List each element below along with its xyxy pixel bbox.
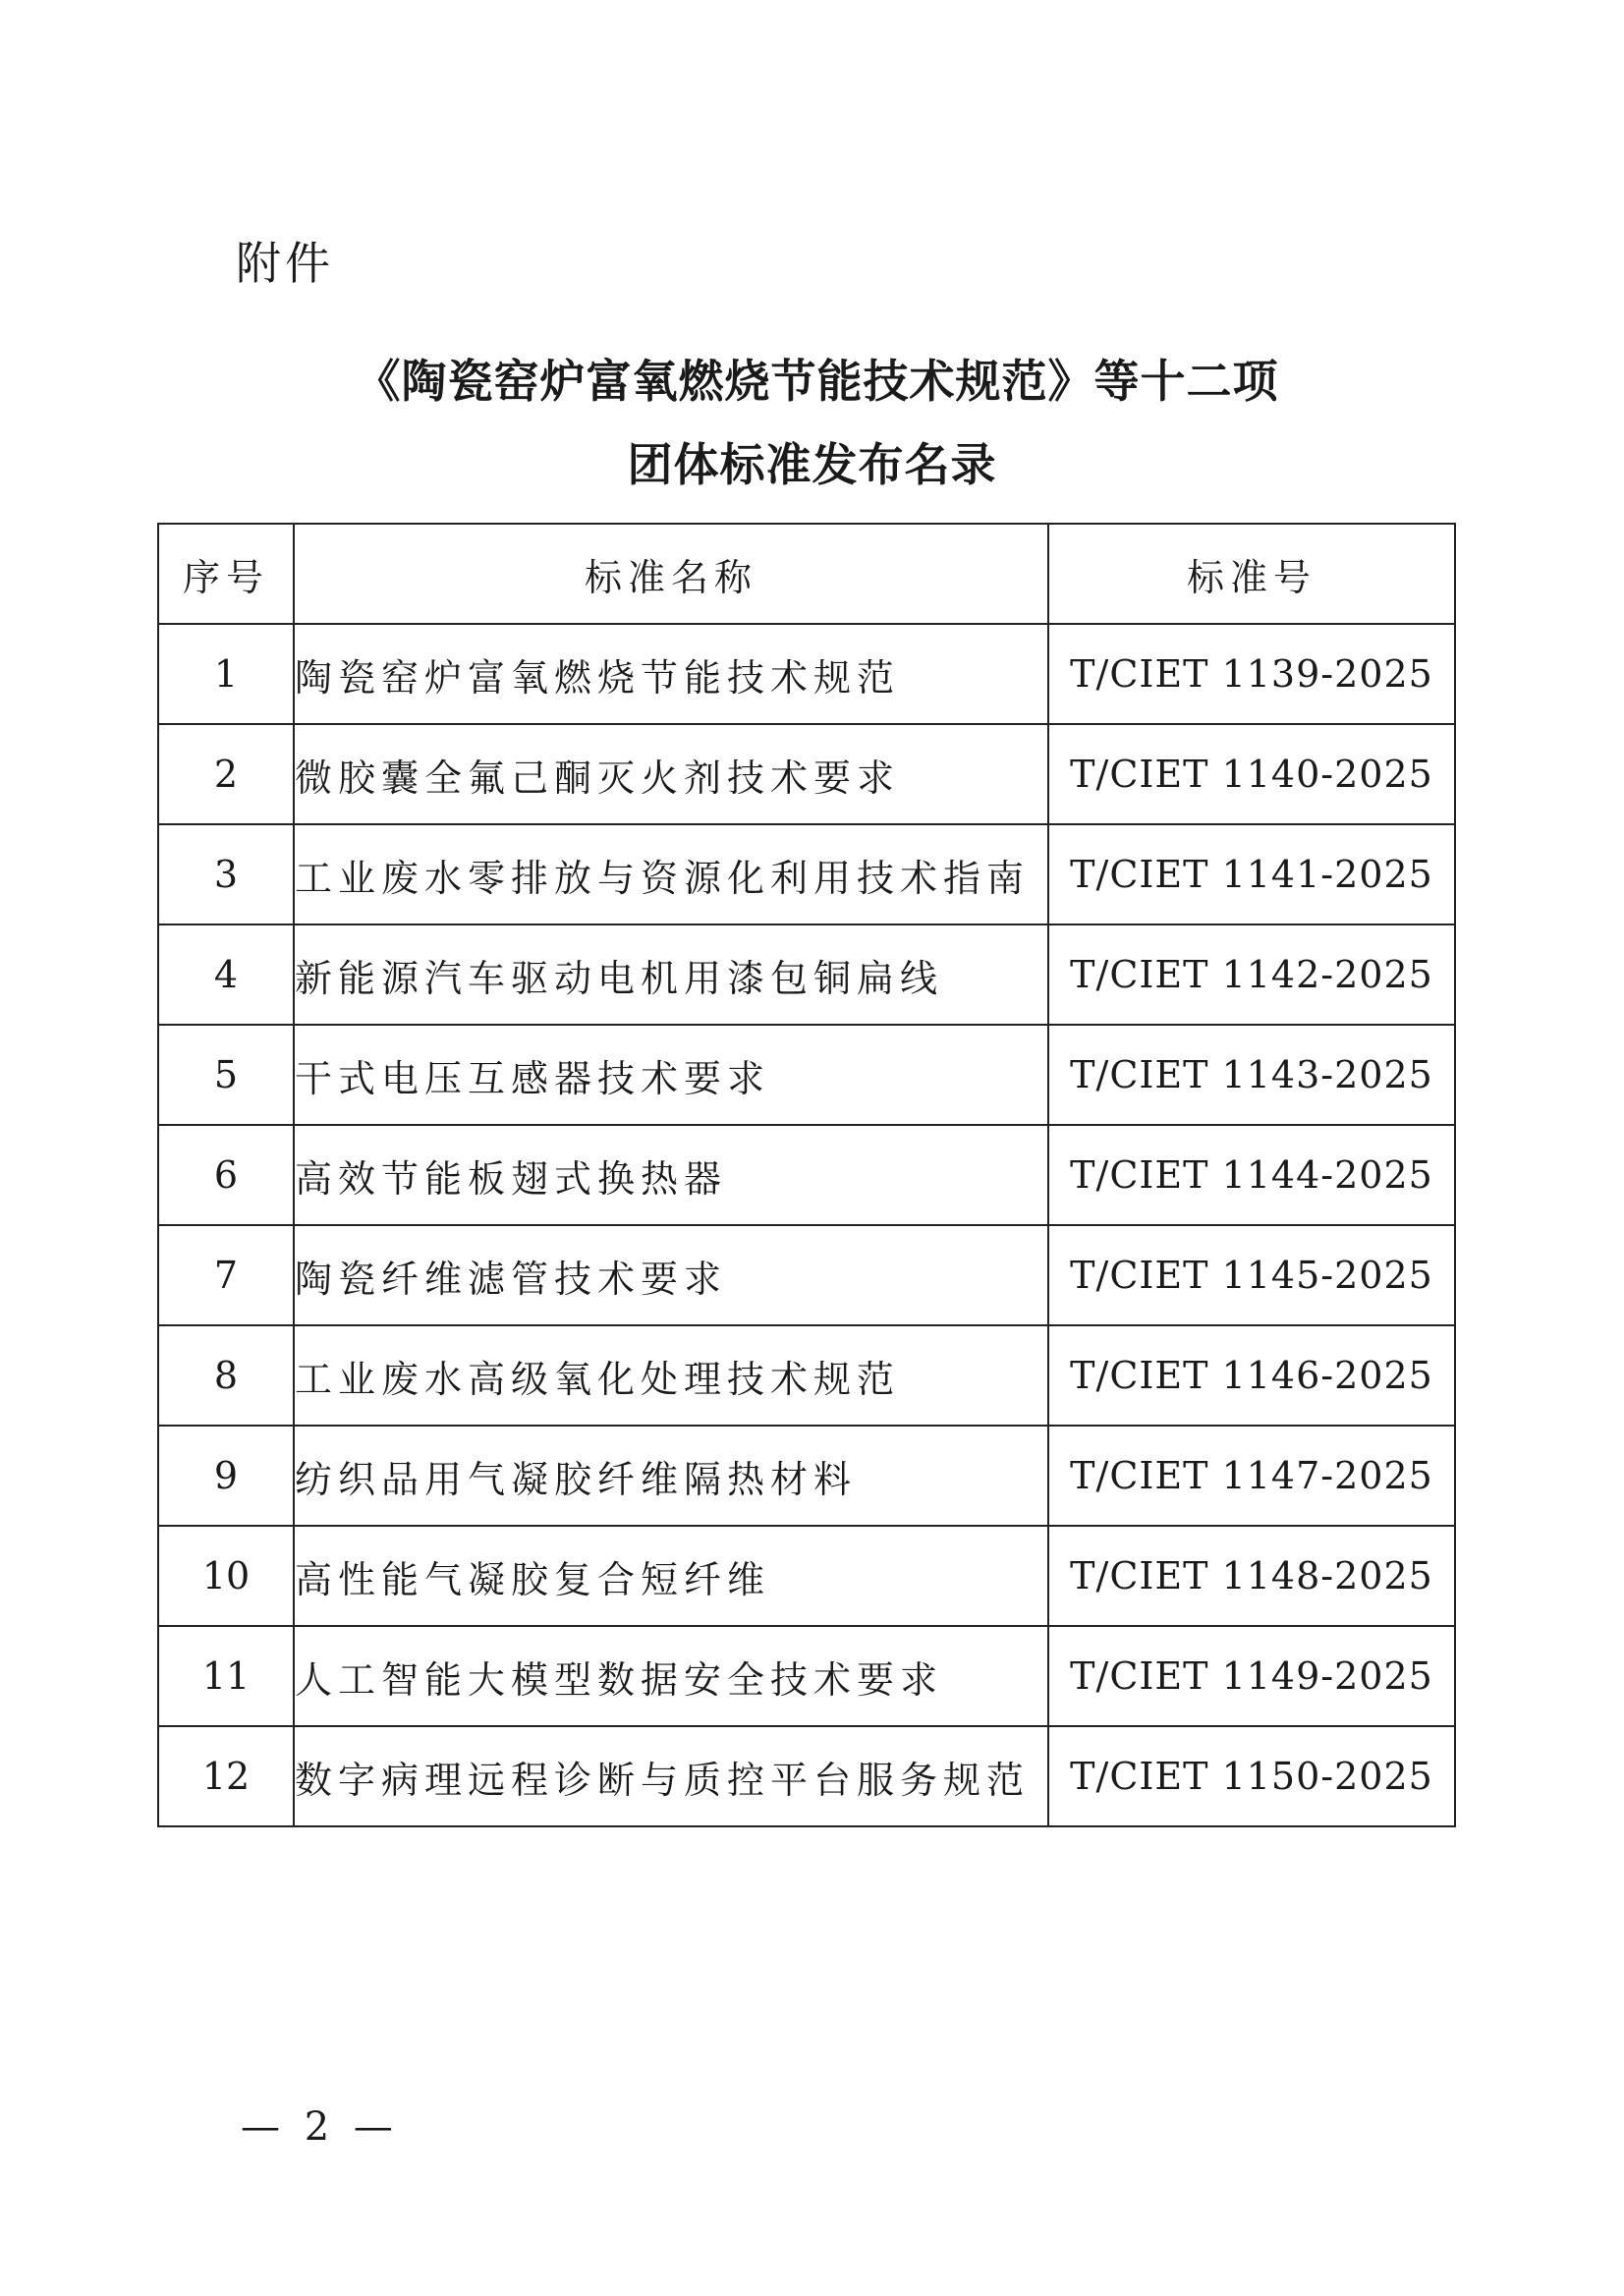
row-number: 5 [158, 1025, 294, 1125]
row-number: 9 [158, 1426, 294, 1526]
standard-code: T/CIET 1145-2025 [1048, 1225, 1455, 1325]
standard-name: 微胶囊全氟己酮灭火剂技术要求 [294, 724, 1048, 824]
table-row [158, 1225, 1455, 1325]
row-number: 3 [158, 824, 294, 924]
standard-name: 陶瓷纤维滤管技术要求 [294, 1225, 1048, 1325]
standard-code: T/CIET 1144-2025 [1048, 1125, 1455, 1225]
table-row [158, 724, 1455, 824]
standard-name: 新能源汽车驱动电机用漆包铜扁线 [294, 924, 1048, 1025]
column-header-number: 序号 [158, 524, 294, 624]
table-row [158, 624, 1455, 724]
standard-name: 纺织品用气凝胶纤维隔热材料 [294, 1426, 1048, 1526]
standard-name: 人工智能大模型数据安全技术要求 [294, 1626, 1048, 1726]
document-title-line2: 团体标准发布名录 [627, 438, 997, 491]
row-number: 8 [158, 1325, 294, 1426]
row-number: 1 [158, 624, 294, 724]
row-number: 11 [158, 1626, 294, 1726]
page-number: — 2 — [241, 2104, 399, 2150]
standard-name: 数字病理远程诊断与质控平台服务规范 [294, 1726, 1048, 1826]
standard-name: 工业废水零排放与资源化利用技术指南 [294, 824, 1048, 924]
row-number: 7 [158, 1225, 294, 1325]
table-row [158, 924, 1455, 1025]
standards-table [157, 523, 1456, 1827]
table-row [158, 824, 1455, 924]
table-row [158, 1025, 1455, 1125]
standard-code: T/CIET 1142-2025 [1048, 924, 1455, 1025]
standard-name: 高效节能板翅式换热器 [294, 1125, 1048, 1225]
row-number: 6 [158, 1125, 294, 1225]
standard-code: T/CIET 1150-2025 [1048, 1726, 1455, 1826]
column-header-standard-name: 标准名称 [294, 524, 1048, 624]
table-body [158, 624, 1455, 1826]
row-number: 2 [158, 724, 294, 824]
standard-name: 工业废水高级氧化处理技术规范 [294, 1325, 1048, 1426]
table-row [158, 1125, 1455, 1225]
standard-code: T/CIET 1143-2025 [1048, 1025, 1455, 1125]
attachment-label: 附件 [236, 237, 334, 290]
standard-code: T/CIET 1141-2025 [1048, 824, 1455, 924]
table-row [158, 1325, 1455, 1426]
column-header-standard-code: 标准号 [1048, 524, 1455, 624]
standard-name: 干式电压互感器技术要求 [294, 1025, 1048, 1125]
document-title-line1: 《陶瓷窑炉富氧燃烧节能技术规范》等十二项 [355, 355, 1279, 408]
standard-code: T/CIET 1147-2025 [1048, 1426, 1455, 1526]
standard-code: T/CIET 1148-2025 [1048, 1526, 1455, 1626]
standard-code: T/CIET 1146-2025 [1048, 1325, 1455, 1426]
standard-code: T/CIET 1149-2025 [1048, 1626, 1455, 1726]
standard-code: T/CIET 1139-2025 [1048, 624, 1455, 724]
standard-name: 高性能气凝胶复合短纤维 [294, 1526, 1048, 1626]
table-row [158, 1526, 1455, 1626]
table-header-row [158, 524, 1455, 624]
row-number: 12 [158, 1726, 294, 1826]
table-row [158, 1626, 1455, 1726]
standard-code: T/CIET 1140-2025 [1048, 724, 1455, 824]
row-number: 4 [158, 924, 294, 1025]
standard-name: 陶瓷窑炉富氧燃烧节能技术规范 [294, 624, 1048, 724]
row-number: 10 [158, 1526, 294, 1626]
table-row [158, 1726, 1455, 1826]
table-row [158, 1426, 1455, 1526]
